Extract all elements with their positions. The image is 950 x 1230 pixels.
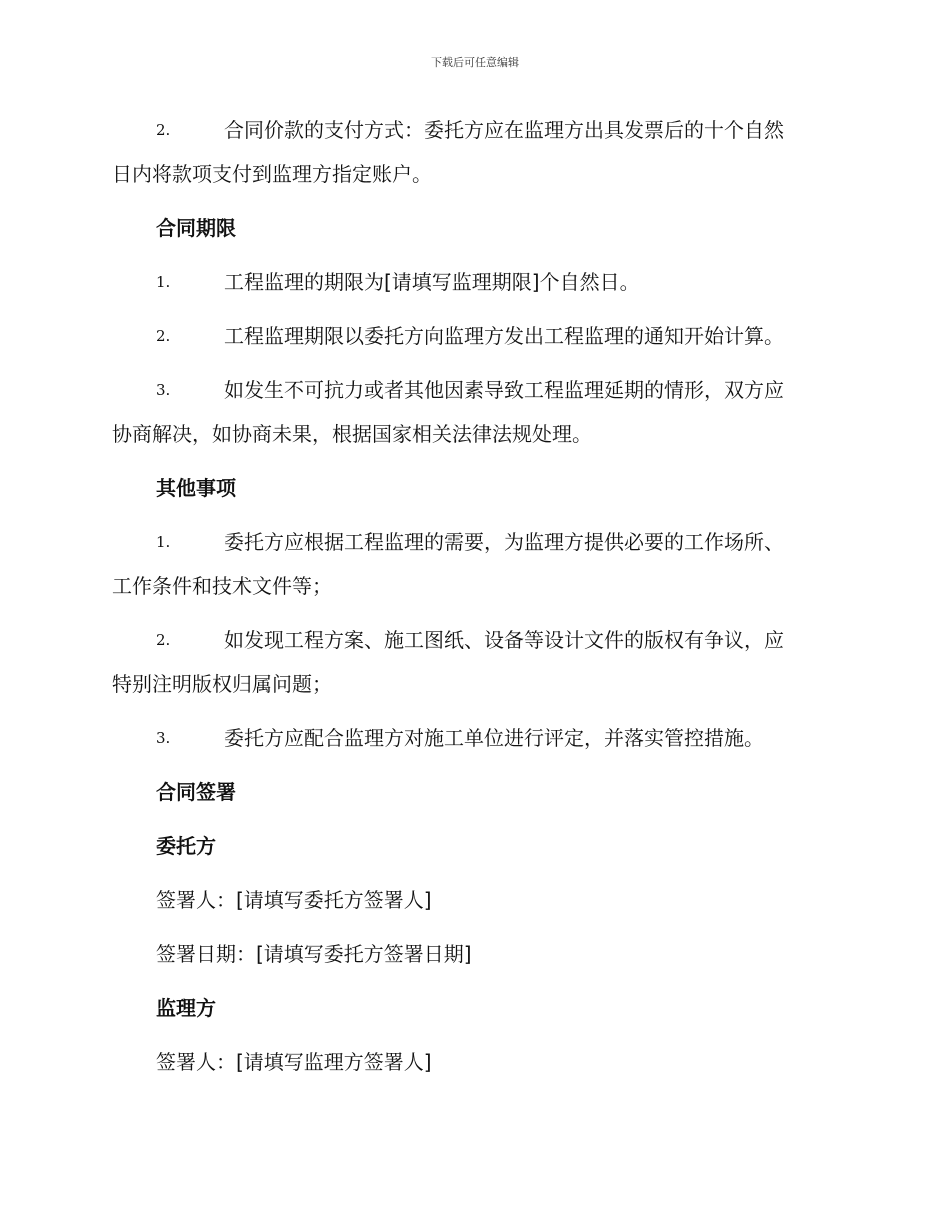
other-item-2 bbox=[112, 618, 836, 706]
item-text-line2: 特别注明版权归属问题； bbox=[112, 672, 332, 696]
item-text-line1: 委托方应配合监理方对施工单位进行评定，并落实管控措施。 bbox=[224, 726, 764, 750]
item-text-line2: 工作条件和技术文件等； bbox=[112, 574, 332, 598]
item-text-line1: 如发现工程方案、施工图纸、设备等设计文件的版权有争议，应 bbox=[224, 628, 784, 652]
item-number: 3. bbox=[156, 729, 171, 747]
other-item-1 bbox=[112, 520, 836, 608]
item-number: 1. bbox=[156, 533, 171, 551]
item-text-line1: 委托方应根据工程监理的需要，为监理方提供必要的工作场所、 bbox=[224, 530, 784, 554]
term-item-1 bbox=[112, 260, 836, 304]
item-number: 2. bbox=[156, 121, 171, 139]
client-heading: 委托方 bbox=[156, 834, 216, 858]
section-heading-other: 其他事项 bbox=[156, 476, 236, 500]
section-heading-term: 合同期限 bbox=[156, 216, 236, 240]
document-body bbox=[112, 108, 836, 1094]
item-text-line2: 日内将款项支付到监理方指定账户。 bbox=[112, 162, 432, 186]
item-text-line1: 工程监理的期限为[请填写监理期限]个自然日。 bbox=[224, 270, 640, 294]
client-sign-date: 签署日期：[请填写委托方签署日期] bbox=[156, 942, 472, 966]
item-text-line2: 协商解决，如协商未果，根据国家相关法律法规处理。 bbox=[112, 422, 592, 446]
section-heading-signing: 合同签署 bbox=[156, 780, 236, 804]
item-text-line1: 如发生不可抗力或者其他因素导致工程监理延期的情形，双方应 bbox=[224, 378, 784, 402]
item-text-line1: 合同价款的支付方式：委托方应在监理方出具发票后的十个自然 bbox=[224, 118, 784, 142]
item-number: 3. bbox=[156, 381, 171, 399]
item-text-line1: 工程监理期限以委托方向监理方发出工程监理的通知开始计算。 bbox=[224, 324, 784, 348]
term-item-3 bbox=[112, 368, 836, 456]
payment-clause bbox=[112, 108, 836, 196]
client-signer: 签署人：[请填写委托方签署人] bbox=[156, 888, 432, 912]
other-item-3 bbox=[112, 716, 836, 760]
item-number: 2. bbox=[156, 631, 171, 649]
item-number: 1. bbox=[156, 273, 171, 291]
page-header: 下载后可任意编辑 bbox=[431, 56, 519, 69]
term-item-2 bbox=[112, 314, 836, 358]
supervisor-signer: 签署人：[请填写监理方签署人] bbox=[156, 1050, 432, 1074]
supervisor-heading: 监理方 bbox=[156, 996, 216, 1020]
item-number: 2. bbox=[156, 327, 171, 345]
